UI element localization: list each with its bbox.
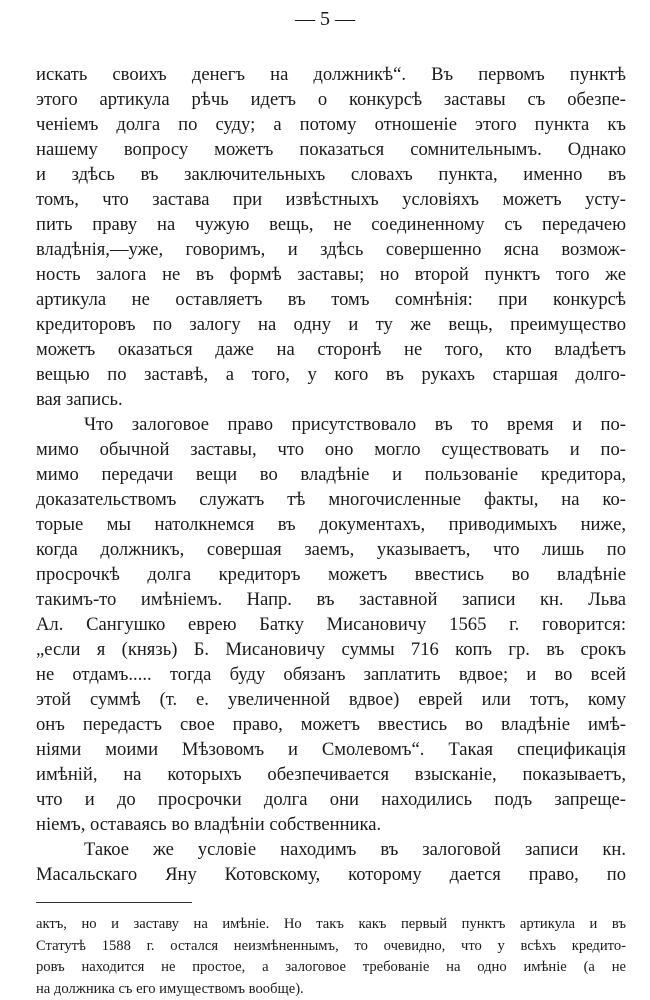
text-line: когда должникъ, совершая заемъ, указываетъ, что лишь по	[36, 539, 626, 560]
text-line: Ал. Сангушко еврею Батку Мисановичу 1565 г. говорится:	[36, 614, 626, 635]
text-line: нашему вопросу можетъ показаться сомнительнымъ. Однако	[36, 139, 626, 160]
text-line: владѣнiя,—уже, говоримъ, и здѣсь совершенно ясна возмож-	[36, 239, 626, 260]
text-line: искать своихъ денегъ на должникѣ“. Въ первомъ пунктѣ	[36, 64, 626, 85]
page-number: — 5 —	[295, 8, 355, 30]
text-line: мимо обычной заставы, что оно могло существовать и по-	[36, 439, 626, 460]
footnote-line: на должника съ его имуществомъ вообще).	[36, 980, 304, 997]
text-line: кредиторовъ по залогу на одну и ту же вещь, преимущество	[36, 314, 626, 335]
footnote-line: ровъ находится не простое, а залоговое требованiе на одно имѣнiе (а не	[36, 959, 626, 975]
text-line: артикула не оставляетъ въ томъ сомнѣнiя: при конкурсѣ	[36, 289, 626, 310]
text-line: томъ, что застава при извѣстныхъ условiяхъ можетъ усту-	[36, 189, 626, 210]
body-text	[36, 62, 626, 887]
text-line: ность залога не въ формѣ заставы; но второй пунктъ того же	[36, 264, 626, 285]
text-line: Масальскаго Яну Котовскому, которому дается право, по	[36, 864, 626, 885]
text-line: такимъ-то имѣнiемъ. Напр. въ заставной записи кн. Льва	[36, 589, 626, 610]
text-line: пить праву на чужую вещь, не соединенному съ передачею	[36, 214, 626, 235]
text-line: Такое же условiе находимъ въ залоговой записи кн.	[84, 839, 626, 860]
text-line: не отдамъ..... тогда буду обязанъ заплатить вдвое; и во всей	[36, 664, 626, 685]
text-line: ченiемъ долга по суду; а потому отношенiе этого пункта къ	[36, 114, 626, 135]
text-line: торые мы натолкнемся въ документахъ, приводимыхъ ниже,	[36, 514, 626, 535]
text-line: Что залоговое право присутствовало въ то время и по-	[84, 414, 626, 435]
text-line: этого артикула рѣчь идетъ о конкурсѣ заставы съ обезпе-	[36, 89, 626, 110]
text-line: и здѣсь въ заключительныхъ словахъ пункта, именно въ	[36, 164, 626, 185]
text-line: мимо передачи вещи во владѣнiе и пользованiе кредитора,	[36, 464, 626, 485]
footnote-line: Статутѣ 1588 г. остался неизмѣненнымъ, то очевидно, что у всѣхъ кредито-	[36, 937, 626, 954]
text-line: вая запись.	[36, 389, 123, 410]
text-line: онъ передастъ свое право, можетъ ввестись во владѣнiе имѣ-	[36, 714, 626, 735]
footnote	[36, 914, 626, 1000]
text-line: вещью по заставѣ, а того, у кого въ рукахъ старшая долго-	[36, 364, 626, 385]
text-line: доказательствомъ служатъ тѣ многочисленные факты, на ко-	[36, 489, 626, 510]
text-line: можетъ оказаться даже на сторонѣ не того, кто владѣетъ	[36, 339, 626, 360]
text-line: „если я (князь) Б. Мисановичу суммы 716 копъ гр. въ срокъ	[36, 639, 626, 660]
text-line: этой суммѣ (т. е. увеличенной вдвое) еврей или тотъ, кому	[36, 689, 626, 710]
text-line: нiемъ, оставаясь во владѣнiи собственника.	[36, 814, 382, 835]
text-line: имѣнiй, на которыхъ обезпечивается взысканiе, показываетъ,	[36, 764, 626, 785]
footnote-divider	[36, 902, 192, 903]
footnote-line: актъ, но и заставу на имѣнiе. Но такъ какъ первый пунктъ артикула и въ	[36, 916, 626, 932]
text-line: что и до просрочки долга они находились подъ запреще-	[36, 789, 626, 810]
text-line: просрочкѣ долга кредиторъ можетъ ввестись во владѣнiе	[36, 564, 626, 585]
text-line: нiями моими Мѣзовомъ и Смолевомъ“. Такая спецификацiя	[36, 739, 626, 760]
